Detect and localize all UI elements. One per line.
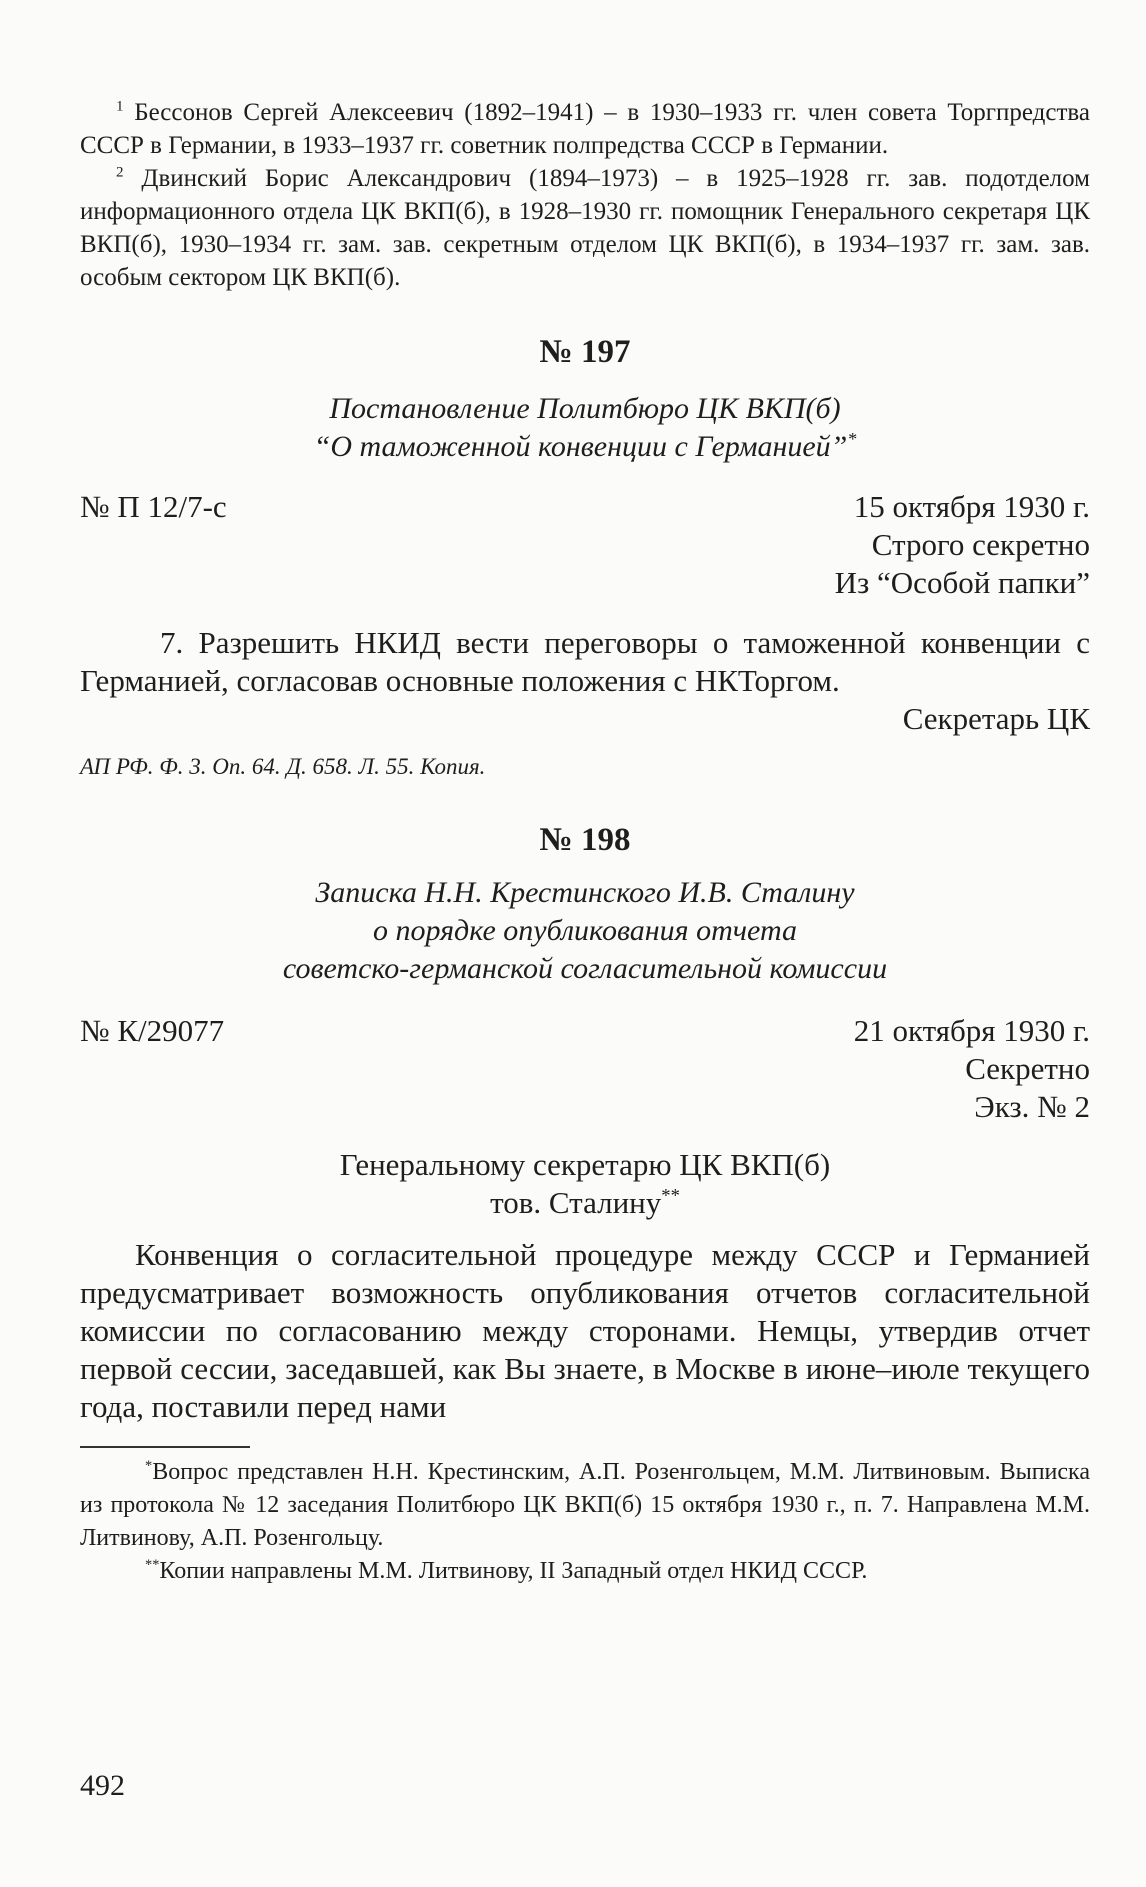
doc-198-addressee-text: тов. Сталину	[490, 1185, 662, 1220]
footnote-double-star	[80, 1555, 1090, 1588]
footnote-mark: 2	[116, 164, 124, 181]
doc-198-addressee-line2	[80, 1184, 1090, 1222]
footnote-text: Бессонов Сергей Алексеевич (1892–1941) – в 1930–1933 гг. член совета Торгпредства СССР в Германии, в 1933–1937 гг. советник полпредства СССР в Германии.	[80, 99, 1090, 159]
page-content	[80, 96, 1090, 1588]
doc-197-title-line2	[80, 428, 1090, 466]
doc-197-date: 15 октября 1930 г.	[853, 489, 1090, 524]
footnote-mark: 1	[116, 98, 124, 115]
top-footnotes	[80, 96, 1090, 294]
doc-198-addressee-mark: **	[661, 1185, 680, 1207]
footnote-mark: *	[145, 1458, 153, 1474]
doc-197-folder: Из “Особой папки”	[834, 565, 1090, 600]
document-198	[80, 820, 1090, 1426]
doc-197-ref: № П 12/7-с	[80, 489, 227, 524]
doc-197-body: 7. Разрешить НКИД вести переговоры о таможенной конвенции с Германией, согласовав основные положения с НКТоргом.	[80, 625, 1090, 698]
doc-198-body: Конвенция о согласительной процедуре между СССР и Германией предусматривает возможность опубликования отчетов согласительной комиссии по согласованию между сторонами. Немцы, утвердив отчет первой сессии, заседавшей, как Вы знаете, в Москве в июне–июле текущего года, поставили перед нами	[80, 1237, 1090, 1424]
doc-198-ref-row	[80, 1012, 1090, 1050]
footnote-text: Двинский Борис Александрович (1894–1973) – в 1925–1928 гг. зав. подотделом информационного отдела ЦК ВКП(б), в 1928–1930 гг. помощник Генерального секретаря ЦК ВКП(б), 1930–1934 гг. зам. зав. секретным отделом ЦК ВКП(б), в 1934–1937 гг. зам. зав. особым сектором ЦК ВКП(б).	[80, 165, 1090, 291]
footnote-text: Вопрос представлен Н.Н. Крестинским, А.П. Розенгольцем, М.М. Литвиновым. Выписка из протокола № 12 заседания Политбюро ЦК ВКП(б) 15 октября 1930 г., п. 7. Направлена М.М. Литвинову, А.П. Розенгольцу.	[80, 1459, 1090, 1551]
doc-197-title-text: “О таможенной конвенции с Германией”	[313, 430, 848, 463]
footnote-divider	[80, 1446, 250, 1448]
doc-198-date: 21 октября 1930 г.	[853, 1013, 1090, 1048]
doc-197-number: № 197	[539, 334, 631, 370]
doc-198-title-line2: о порядке опубликования отчета	[372, 914, 798, 947]
page-number: 492	[80, 1769, 125, 1802]
bottom-footnotes	[80, 1456, 1090, 1588]
footnote-2	[80, 162, 1090, 294]
footnote-text: Копии направлены М.М. Литвинову, II Западный отдел НКИД СССР.	[159, 1558, 868, 1584]
doc-198-copy: Экз. № 2	[974, 1089, 1090, 1124]
doc-197-secrecy: Строго секретно	[871, 527, 1090, 562]
doc-197-title-mark: *	[847, 429, 857, 449]
doc-198-ref: № К/29077	[80, 1013, 225, 1048]
doc-198-addressee-line1: Генеральному секретарю ЦК ВКП(б)	[339, 1147, 831, 1182]
doc-197-signature: Секретарь ЦК	[902, 701, 1090, 736]
doc-197-ref-row	[80, 488, 1090, 526]
doc-198-title-line3: советско-германской согласительной комиссии	[282, 952, 888, 985]
document-197	[80, 332, 1090, 782]
doc-197-title-line1: Постановление Политбюро ЦК ВКП(б)	[329, 392, 841, 425]
doc-197-archive: АП РФ. Ф. 3. Оп. 64. Д. 658. Л. 55. Копия.	[80, 754, 486, 779]
doc-198-number: № 198	[539, 822, 631, 858]
footnote-1	[80, 96, 1090, 162]
doc-198-secrecy: Секретно	[965, 1051, 1090, 1086]
doc-198-title-line1: Записка Н.Н. Крестинского И.В. Сталину	[315, 876, 855, 909]
footnote-star	[80, 1456, 1090, 1555]
footnote-mark: **	[145, 1557, 160, 1573]
